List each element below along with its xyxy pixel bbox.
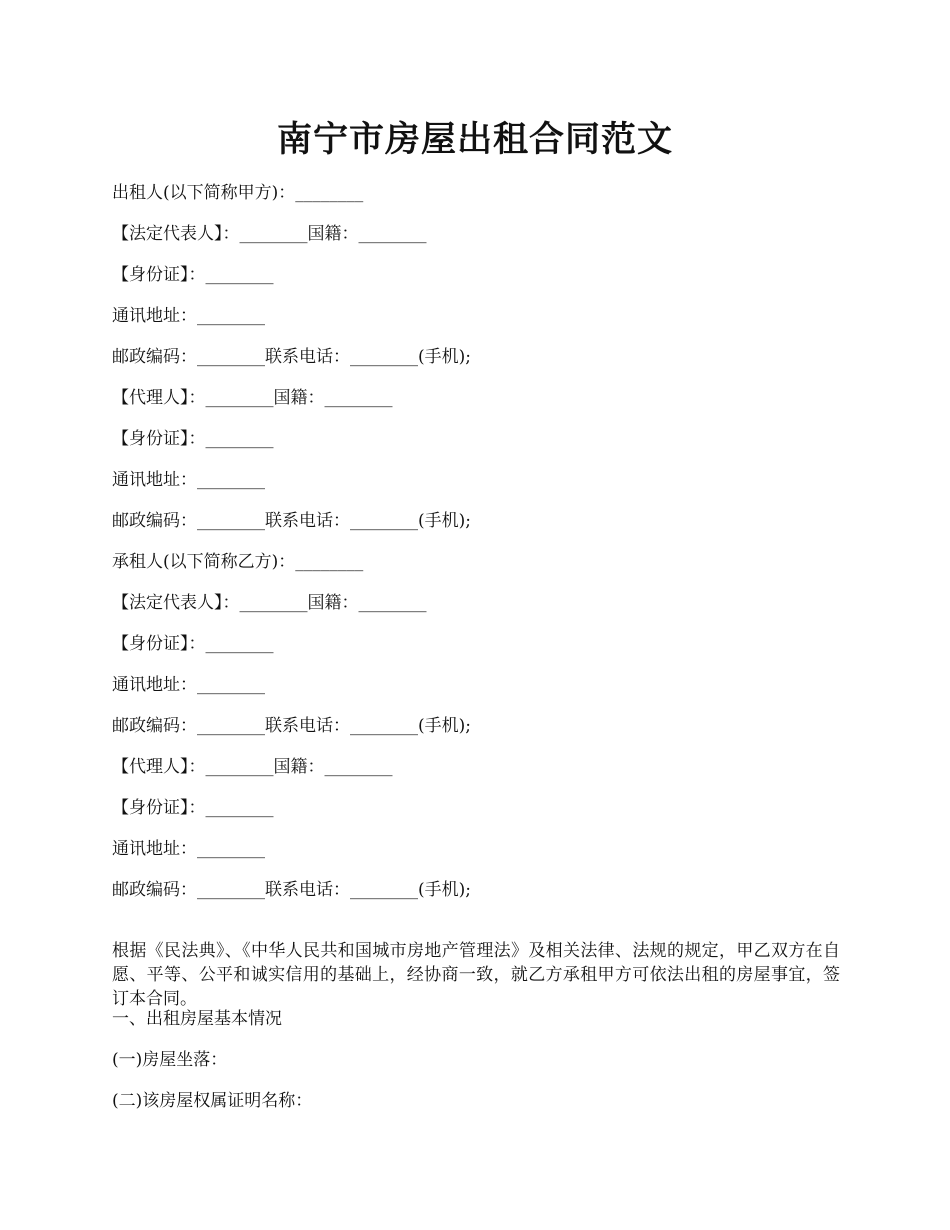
lessor-id-line: 【身份证】：________ bbox=[112, 265, 274, 285]
lessee-address-line: 通讯地址：________ bbox=[112, 675, 265, 695]
lessee-legal-rep-line: 【法定代表人】：________国籍：________ bbox=[112, 593, 427, 613]
preamble-paragraph: 根据《民法典》、《中华人民共和国城市房地产管理法》及相关法律、法规的规定，甲乙双方在自愿、平等、公平和诚实信用的基础上，经协商一致，就乙方承租甲方可依法出租的房屋事宜，签订本合同。 bbox=[112, 941, 840, 1009]
lessor-agent-line: 【代理人】：________国籍：________ bbox=[112, 388, 393, 408]
party-info-block bbox=[112, 180, 842, 918]
section-heading: 一、出租房屋基本情况 bbox=[112, 1009, 282, 1029]
lessee-line: 承租人(以下简称乙方)：________ bbox=[112, 552, 364, 572]
lessor-agent-id-line: 【身份证】：________ bbox=[112, 429, 274, 449]
lessor-agent-contact-line: 邮政编码：________联系电话：________(手机); bbox=[112, 511, 471, 531]
lessor-agent-address-line: 通讯地址：________ bbox=[112, 470, 265, 490]
lessee-agent-contact-line: 邮政编码：________联系电话：________(手机); bbox=[112, 880, 471, 900]
house-location-item: (一)房屋坐落： bbox=[112, 1050, 228, 1070]
lessor-contact-line: 邮政编码：________联系电话：________(手机); bbox=[112, 347, 471, 367]
lessor-address-line: 通讯地址：________ bbox=[112, 306, 265, 326]
lessee-contact-line: 邮政编码：________联系电话：________(手机); bbox=[112, 716, 471, 736]
section-one-block bbox=[112, 1006, 842, 1129]
lessor-legal-rep-line: 【法定代表人】：________国籍：________ bbox=[112, 224, 427, 244]
lessor-line: 出租人(以下简称甲方)：________ bbox=[112, 183, 364, 203]
ownership-cert-item: (二)该房屋权属证明名称： bbox=[112, 1091, 313, 1111]
lessee-id-line: 【身份证】：________ bbox=[112, 634, 274, 654]
lessee-agent-line: 【代理人】：________国籍：________ bbox=[112, 757, 393, 777]
lessee-agent-address-line: 通讯地址：________ bbox=[112, 839, 265, 859]
lessee-agent-id-line: 【身份证】：________ bbox=[112, 798, 274, 818]
document-title: 南宁市房屋出租合同范文 bbox=[276, 119, 673, 160]
